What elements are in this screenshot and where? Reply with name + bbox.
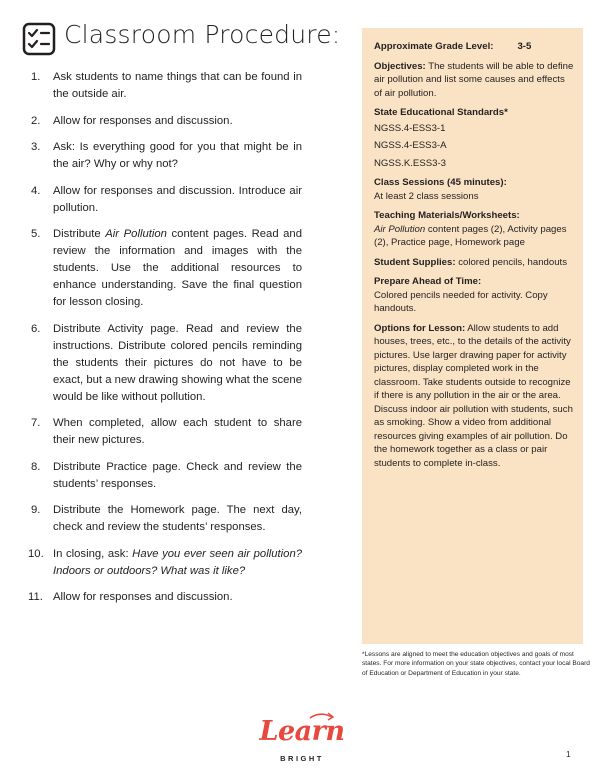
step-text: Distribute Practice page. Check and review the students’ responses. [53, 460, 302, 490]
procedure-list [28, 69, 302, 616]
step-number: 7. [31, 417, 41, 429]
step-text: Have you ever seen air pollution? Indoors or outdoors? What was it like? [53, 547, 303, 577]
procedure-step [28, 502, 302, 536]
student-supplies: Student Supplies: colored pencils, handouts [374, 256, 568, 268]
lesson-options: Options for Lesson: Allow students to add houses, trees, etc., to the details of the activity pictures. Use larger drawing paper for activity pictures, display completed work in the classroom. Take students outside to recognize if there is any pollution in the air or the area. Discuss indoor air pollution with students, such as smoking. Show a video from additional resources giving examples of air pollution. Do the homework together as a class or pair students to complete in-class. [374, 322, 573, 469]
lesson-info-panel [362, 28, 583, 644]
step-text: Distribute Activity page. Read and review the instructions. Distribute colored pencils reminding the students their pictures do not have to be exact, but a new drawing showing what the scene would be like without pollution. [53, 322, 302, 403]
step-number: 6. [31, 322, 41, 335]
step-number: 10. [28, 547, 44, 560]
procedure-step [28, 183, 302, 217]
step-text: Distribute [53, 228, 106, 240]
procedure-step [28, 226, 302, 311]
step-number: 5. [31, 228, 41, 240]
class-sessions: Class Sessions (45 minutes): At least 2 class sessions [374, 177, 507, 202]
procedure-step [28, 69, 302, 103]
standards-heading: State Educational Standards* [374, 107, 508, 118]
step-number: 1. [31, 71, 41, 83]
procedure-step [28, 113, 302, 130]
step-number: 8. [31, 460, 41, 473]
step-text: In closing, ask: [53, 547, 133, 560]
step-text: Ask: Is everything good for you that might be in the air? Why or why not? [53, 141, 302, 170]
step-text: Allow for responses and discussion. [53, 114, 233, 127]
standard-item: NGSS.4-ESS3-A [374, 140, 447, 151]
grade-level: Approximate Grade Level: 3-5 [374, 41, 532, 52]
step-number: 4. [31, 184, 41, 197]
prepare-ahead: Prepare Ahead of Time: Colored pencils needed for activity. Copy handouts. [374, 276, 548, 314]
step-text: Air Pollution [105, 228, 167, 240]
procedure-step [28, 321, 302, 406]
step-text: content pages. Read and review the information and images with the students. Use the additional resources to enhance understanding. Save the final question for lesson closing. [53, 228, 302, 308]
page-title: Classroom Procedure: [64, 20, 341, 49]
objectives: Objectives: The students will be able to define air pollution and list some causes and effects of air pollution. [374, 60, 574, 99]
logo-wordmark: Learn [259, 716, 345, 747]
procedure-step [28, 139, 302, 173]
step-text: When completed, allow each student to share their new pictures. [53, 417, 302, 446]
standard-item: NGSS.K.ESS3-3 [374, 157, 446, 169]
standards-footnote: *Lessons are aligned to meet the education objectives and goals of most states. For more information on your state objectives, contact your local Board of Education or Department of Education in your state. [362, 651, 590, 677]
step-text: Allow for responses and discussion. Introduce air pollution. [53, 184, 302, 214]
teaching-materials: Teaching Materials/Worksheets: Air Pollution content pages (2), Activity pages (2), Practice page, Homework page [374, 210, 567, 248]
step-number: 3. [31, 141, 41, 153]
logo-subtitle: BRIGHT [280, 754, 324, 763]
page-number: 1 [566, 750, 571, 759]
step-number: 2. [31, 114, 41, 127]
step-text: Allow for responses and discussion. [53, 591, 233, 603]
checklist-icon [22, 22, 56, 56]
procedure-step [28, 589, 302, 606]
step-text: Distribute the Homework page. The next day, check and review the students’ responses. [53, 504, 302, 533]
learn-bright-logo [250, 716, 354, 772]
standard-item: NGSS.4-ESS3-1 [374, 122, 446, 134]
procedure-step [28, 546, 302, 580]
procedure-step [28, 459, 302, 493]
step-number: 9. [31, 504, 41, 516]
procedure-step [28, 415, 302, 449]
step-text: Ask students to name things that can be found in the outside air. [53, 71, 302, 100]
step-number: 11. [28, 591, 43, 603]
